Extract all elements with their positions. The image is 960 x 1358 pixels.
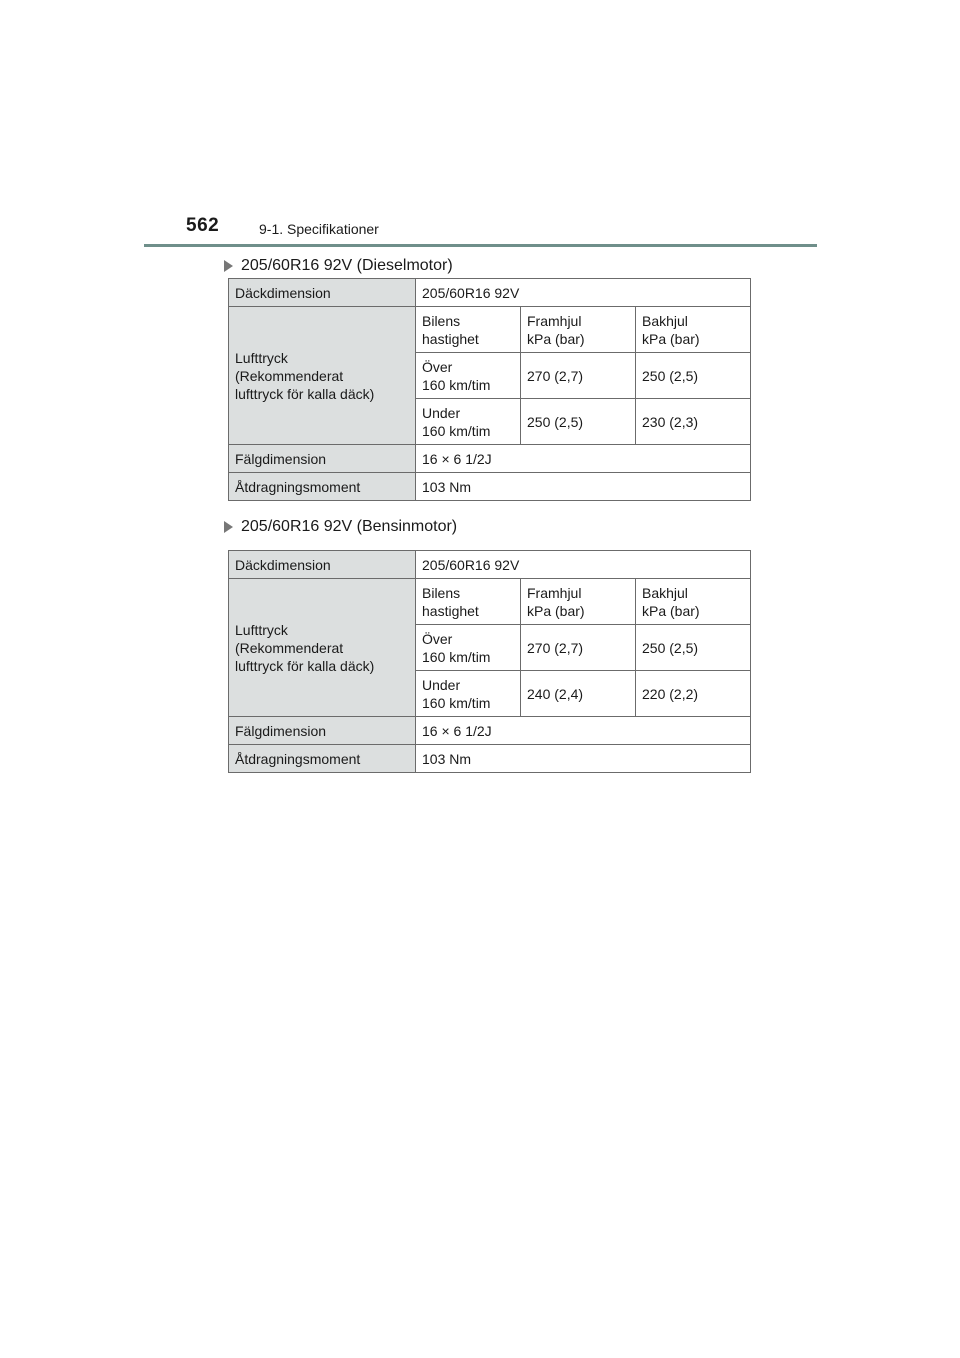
torque-label: Åtdragningsmoment	[229, 473, 416, 501]
diesel-heading-text: 205/60R16 92V (Dieselmotor)	[241, 257, 453, 274]
tire-size-label: Däckdimension	[229, 279, 416, 307]
table-row	[229, 745, 751, 773]
petrol-heading-text: 205/60R16 92V (Bensinmotor)	[241, 518, 458, 535]
table-row	[229, 445, 751, 473]
rear-pressure-cell: 230 (2,3)	[636, 399, 751, 445]
header-rule	[144, 244, 817, 247]
front-pressure-cell: 240 (2,4)	[521, 671, 636, 717]
rear-pressure-cell: 250 (2,5)	[636, 353, 751, 399]
table-row	[229, 307, 751, 353]
rim-size-label: Fälgdimension	[229, 445, 416, 473]
diesel-spec-table	[228, 278, 751, 501]
rear-pressure-cell: 220 (2,2)	[636, 671, 751, 717]
rear-pressure-cell: 250 (2,5)	[636, 625, 751, 671]
tire-size-value: 205/60R16 92V	[416, 279, 751, 307]
table-row	[229, 279, 751, 307]
front-wheel-header: Framhjul kPa (bar)	[521, 307, 636, 353]
diesel-spec-heading	[224, 256, 453, 276]
torque-label: Åtdragningsmoment	[229, 745, 416, 773]
rear-wheel-header: Bakhjul kPa (bar)	[636, 307, 751, 353]
petrol-spec-table	[228, 550, 751, 773]
page-number: 562	[186, 215, 220, 236]
front-wheel-header: Framhjul kPa (bar)	[521, 579, 636, 625]
rim-size-value: 16 × 6 1/2J	[416, 717, 751, 745]
petrol-spec-heading	[224, 517, 457, 537]
front-pressure-cell: 250 (2,5)	[521, 399, 636, 445]
rear-wheel-header: Bakhjul kPa (bar)	[636, 579, 751, 625]
pressure-label: Lufttryck (Rekommenderat lufttryck för kalla däck)	[229, 307, 416, 445]
rim-size-label: Fälgdimension	[229, 717, 416, 745]
table-row	[229, 579, 751, 625]
torque-value: 103 Nm	[416, 745, 751, 773]
tire-size-value: 205/60R16 92V	[416, 551, 751, 579]
arrow-right-icon	[224, 260, 233, 272]
section-title: 9-1. Specifikationer	[259, 221, 379, 237]
speed-header: Bilens hastighet	[416, 307, 521, 353]
front-pressure-cell: 270 (2,7)	[521, 625, 636, 671]
speed-header: Bilens hastighet	[416, 579, 521, 625]
pressure-label: Lufttryck (Rekommenderat lufttryck för kalla däck)	[229, 579, 416, 717]
table-row	[229, 717, 751, 745]
arrow-right-icon	[224, 521, 233, 533]
page-header	[144, 214, 817, 248]
speed-cell: Under 160 km/tim	[416, 671, 521, 717]
table-row	[229, 551, 751, 579]
torque-value: 103 Nm	[416, 473, 751, 501]
speed-cell: Över 160 km/tim	[416, 353, 521, 399]
speed-cell: Under 160 km/tim	[416, 399, 521, 445]
front-pressure-cell: 270 (2,7)	[521, 353, 636, 399]
tire-size-label: Däckdimension	[229, 551, 416, 579]
speed-cell: Över 160 km/tim	[416, 625, 521, 671]
table-row	[229, 473, 751, 501]
rim-size-value: 16 × 6 1/2J	[416, 445, 751, 473]
